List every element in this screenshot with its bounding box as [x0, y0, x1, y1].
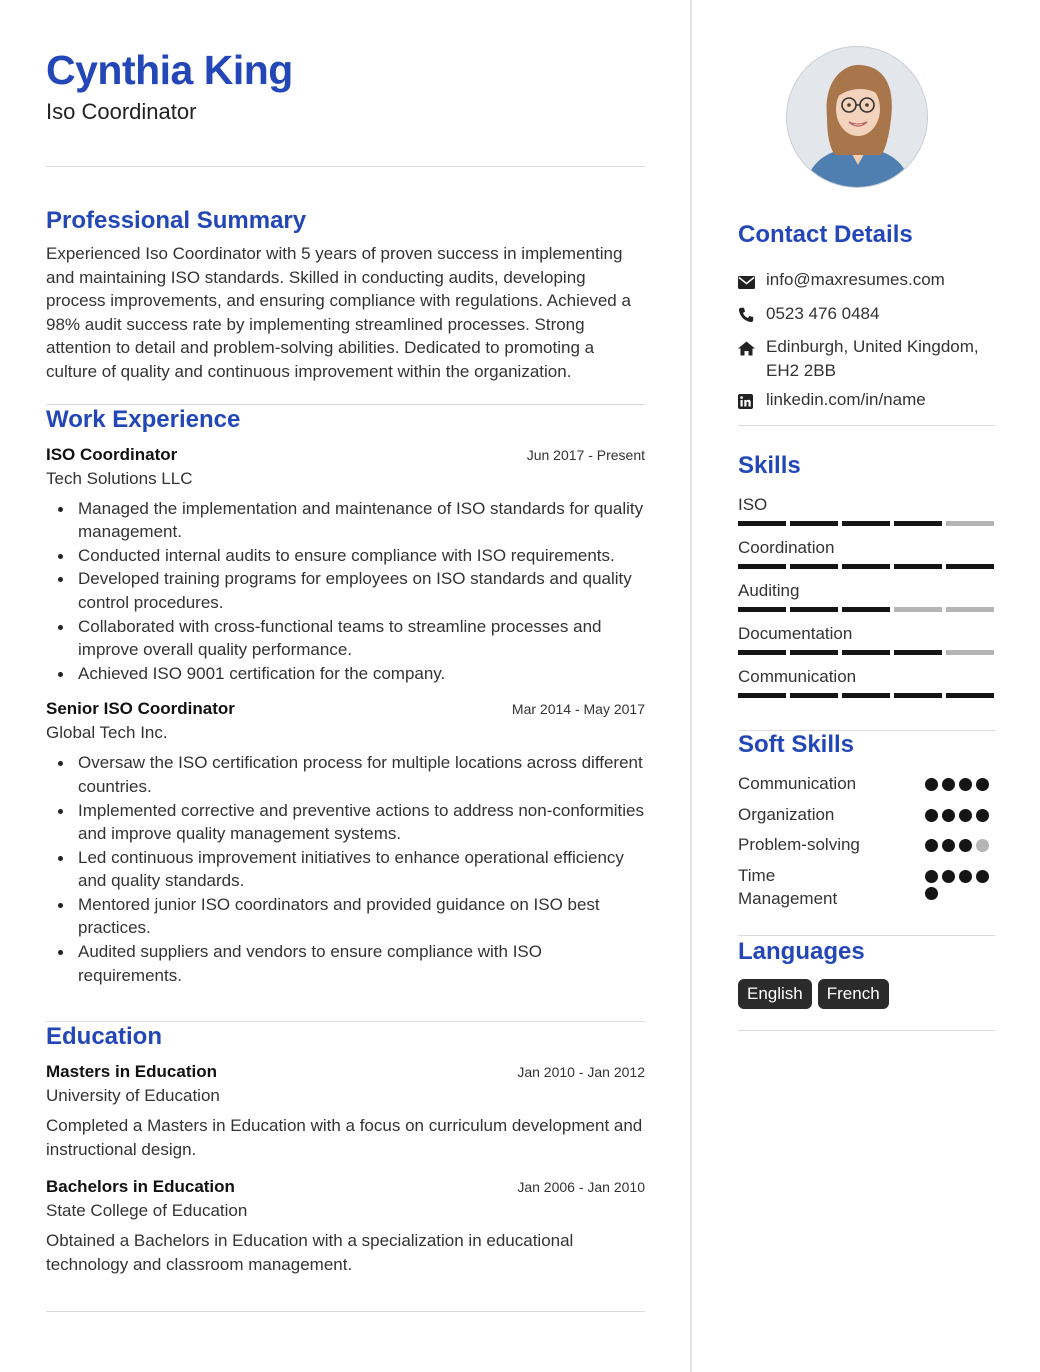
soft-dot-filled [925, 778, 938, 791]
languages-divider [738, 1030, 995, 1031]
soft-skill-item [738, 803, 995, 827]
profile-photo [786, 46, 928, 188]
soft-dot-filled [925, 887, 938, 900]
education-entry [46, 1175, 645, 1276]
skill-segment-filled [790, 650, 838, 655]
education-entry [46, 1060, 645, 1161]
contact-email-text[interactable]: info@maxresumes.com [766, 270, 945, 289]
skill-bar [738, 607, 995, 612]
job-entry [46, 443, 645, 686]
skill-segment-empty [894, 607, 942, 612]
home-icon [738, 335, 766, 363]
bullet-item: Conducted internal audits to ensure compliance with ISO requirements. [46, 544, 645, 568]
soft-skill-item [738, 772, 995, 796]
education-description: Completed a Masters in Education with a focus on curriculum development and instructional design. [46, 1116, 643, 1159]
bullet-item: Audited suppliers and vendors to ensure compliance with ISO requirements. [46, 940, 645, 987]
skill-bar [738, 650, 995, 655]
school-name: State College of Education [46, 1201, 248, 1221]
bullet-item: Developed training programs for employees on ISO standards and quality control procedures. [46, 567, 645, 614]
bullet-item: Collaborated with cross-functional teams to streamline processes and improve overall quality performance. [46, 615, 645, 662]
soft-dot-filled [942, 870, 955, 883]
soft-dot-filled [925, 870, 938, 883]
skill-segment-filled [842, 607, 890, 612]
phone-icon [738, 302, 766, 330]
contact-email [738, 268, 995, 296]
soft-dot-filled [959, 839, 972, 852]
education-divider [46, 1311, 645, 1312]
soft-dot-filled [942, 839, 955, 852]
contact-phone [738, 302, 995, 330]
skill-bar [738, 521, 995, 526]
skill-label: Documentation [738, 624, 853, 643]
contact-linkedin [738, 388, 995, 416]
profile-photo-illustration [787, 47, 928, 188]
soft-dot-filled [925, 809, 938, 822]
school-name: University of Education [46, 1086, 220, 1106]
contact-linkedin-text[interactable]: linkedin.com/in/name [766, 390, 926, 410]
contact-divider [738, 425, 995, 426]
soft-skill-dots [925, 864, 995, 900]
skill-segment-filled [842, 564, 890, 569]
job-company: Tech Solutions LLC [46, 468, 193, 488]
bullet-item: Achieved ISO 9001 certification for the company. [46, 662, 645, 686]
job-bullets [46, 751, 645, 987]
bullet-item: Oversaw the ISO certification process for multiple locations across different countries. [46, 751, 645, 798]
contact-phone-text[interactable]: 0523 476 0484 [766, 303, 880, 323]
skill-item [738, 666, 995, 698]
education-description: Obtained a Bachelors in Education with a specialization in educational technology and classroom management. [46, 1231, 574, 1275]
job-title: ISO Coordinator [46, 444, 178, 464]
soft-skill-item [738, 864, 995, 911]
skill-segment-filled [946, 564, 994, 569]
contact-heading: Contact Details [738, 221, 913, 248]
soft-dot-filled [942, 809, 955, 822]
job-bullets [46, 497, 645, 686]
soft-dot-filled [959, 870, 972, 883]
skill-label: Auditing [738, 581, 800, 600]
skill-segment-filled [842, 521, 890, 526]
contact-address-line1: Edinburgh, United Kingdom, [766, 337, 979, 357]
job-title: Senior ISO Coordinator [46, 699, 235, 719]
education-date: Jan 2010 - Jan 2012 [517, 1064, 645, 1081]
language-badge: French [818, 979, 889, 1009]
education-date: Jan 2006 - Jan 2010 [517, 1179, 645, 1196]
bullet-item: Implemented corrective and preventive actions to address non-conformities and improve quality management systems. [46, 799, 645, 846]
experience-heading: Work Experience [46, 405, 241, 433]
degree-title: Masters in Education [46, 1062, 217, 1082]
skill-segment-filled [738, 650, 786, 655]
languages-heading: Languages [738, 938, 865, 965]
skill-label: ISO [738, 495, 768, 514]
skill-segment-filled [894, 650, 942, 655]
contact-list [738, 268, 995, 416]
skill-segment-filled [738, 521, 786, 526]
bullet-item: Led continuous improvement initiatives to enhance operational efficiency and quality standards. [46, 846, 645, 893]
skill-segment-empty [946, 607, 994, 612]
skill-label: Coordination [738, 538, 835, 557]
skill-segment-filled [790, 564, 838, 569]
skill-item [738, 494, 995, 526]
column-divider [690, 0, 692, 1372]
language-badge: English [738, 979, 812, 1009]
skill-segment-filled [790, 693, 838, 698]
candidate-name: Cynthia King [46, 47, 293, 93]
soft-dot-filled [925, 839, 938, 852]
skills-heading: Skills [738, 452, 801, 479]
soft-dot-filled [942, 778, 955, 791]
education-heading: Education [46, 1023, 163, 1051]
soft-skill-label: Communication [738, 774, 857, 793]
soft-dot-empty [976, 839, 989, 852]
contact-address-line2: EH2 2BB [766, 360, 836, 380]
bullet-item: Managed the implementation and maintenance of ISO standards for quality management. [46, 497, 645, 544]
skill-bar [738, 693, 995, 698]
skills-list [738, 494, 995, 698]
skill-item [738, 537, 995, 569]
skill-segment-filled [790, 521, 838, 526]
skill-segment-filled [894, 693, 942, 698]
soft-skills-divider [738, 935, 995, 936]
skill-item [738, 580, 995, 612]
soft-dot-filled [959, 778, 972, 791]
envelope-icon [738, 268, 766, 296]
degree-title: Bachelors in Education [46, 1177, 235, 1197]
contact-address [738, 335, 995, 382]
soft-skill-label: Organization [738, 804, 835, 824]
skill-segment-empty [946, 521, 994, 526]
soft-skill-label: Problem-solving [738, 835, 860, 855]
candidate-title: Iso Coordinator [46, 99, 197, 124]
job-date: Mar 2014 - May 2017 [511, 701, 645, 718]
skill-bar [738, 564, 995, 569]
skill-segment-filled [946, 693, 994, 698]
soft-skills-heading: Soft Skills [738, 731, 855, 758]
soft-skills-list [738, 772, 995, 911]
job-entry [46, 697, 645, 987]
soft-skill-dots [925, 803, 995, 822]
skill-segment-empty [946, 650, 994, 655]
skill-segment-filled [894, 521, 942, 526]
skill-segment-filled [894, 564, 942, 569]
skill-item [738, 623, 995, 655]
linkedin-icon [738, 388, 766, 416]
languages-list [738, 979, 889, 1009]
skill-segment-filled [738, 607, 786, 612]
main-column [46, 44, 645, 1312]
skill-segment-filled [842, 693, 890, 698]
soft-skill-label: Time Management [738, 865, 838, 909]
job-date: Jun 2017 - Present [526, 446, 645, 463]
soft-skill-dots [925, 772, 995, 791]
skill-label: Communication [738, 667, 857, 686]
summary-heading: Professional Summary [46, 207, 307, 234]
skill-segment-filled [842, 650, 890, 655]
soft-dot-filled [976, 870, 989, 883]
job-company: Global Tech Inc. [46, 723, 168, 743]
header-divider [46, 166, 645, 167]
soft-skill-dots [925, 833, 995, 852]
skill-segment-filled [738, 564, 786, 569]
bullet-item: Mentored junior ISO coordinators and provided guidance on ISO best practices. [46, 893, 645, 940]
soft-dot-filled [976, 778, 989, 791]
soft-dot-filled [976, 809, 989, 822]
summary-text: Experienced Iso Coordinator with 5 years of proven success in implementing and maintaining ISO standards. Skilled in conducting audits, developing process improvements, and ensuring compliance with regulations. Achieved a 98% audit success rate by implementing streamlined processes. Strong attention to detail and problem-solving abilities. Dedicated to promoting a culture of quality and continuous improvement within the organization. [46, 244, 631, 381]
skill-segment-filled [738, 693, 786, 698]
soft-skill-item [738, 833, 995, 857]
soft-dot-filled [959, 809, 972, 822]
skill-segment-filled [790, 607, 838, 612]
